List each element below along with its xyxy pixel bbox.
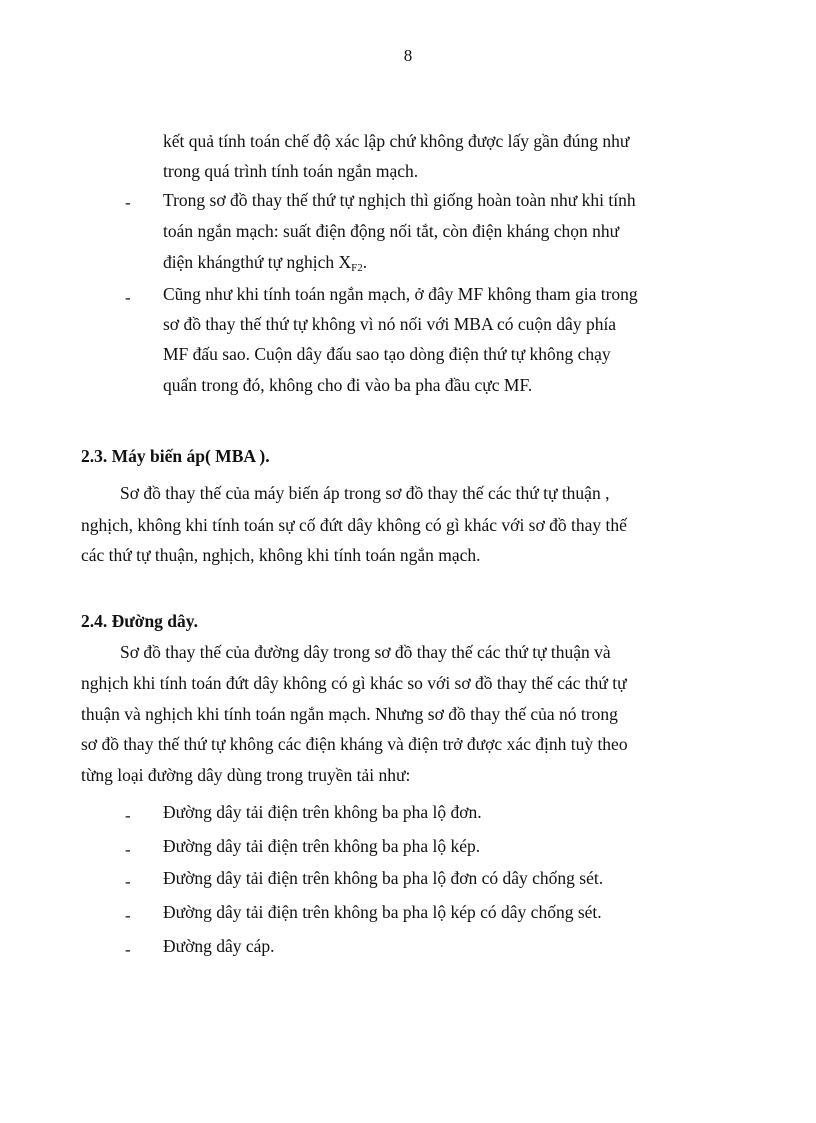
period: . — [362, 252, 368, 272]
paragraph-line: thuận và nghịch khi tính toán ngắn mạch. Nhưng sơ đồ thay thế của nó trong — [81, 704, 618, 724]
section-heading: 2.4. Đường dây. — [81, 611, 198, 631]
paragraph-line: các thứ tự thuận, nghịch, không khi tính toán ngắn mạch. — [81, 545, 481, 565]
paragraph-line: từng loại đường dây dùng trong truyền tải như: — [81, 765, 411, 785]
list-item: Đường dây cáp. — [163, 936, 275, 956]
bullet-line: toán ngắn mạch: suất điện động nối tắt, còn điện kháng chọn như — [163, 221, 620, 241]
bullet-dash: - — [125, 872, 131, 891]
bullet-line: sơ đồ thay thế thứ tự không vì nó nối với MBA có cuộn dây phía — [163, 314, 617, 334]
paragraph-line: Sơ đồ thay thế của máy biến áp trong sơ đồ thay thế các thứ tự thuận , — [120, 483, 610, 503]
section-heading: 2.3. Máy biến áp( MBA ). — [81, 446, 270, 466]
bullet-line: quẩn trong đó, không cho đi vào ba pha đầu cực MF. — [163, 375, 533, 395]
paragraph-line: trong quá trình tính toán ngắn mạch. — [163, 161, 419, 181]
bullet-dash: - — [125, 288, 131, 307]
paragraph-line: nghịch khi tính toán đứt dây không có gì khác so với sơ đồ thay thế các thứ tự — [81, 673, 627, 693]
bullet-text: điện khángthứ tự nghịch X — [163, 252, 352, 272]
bullet-line: Cũng như khi tính toán ngắn mạch, ở đây MF không tham gia trong — [163, 284, 638, 304]
bullet-line: Trong sơ đồ thay thế thứ tự nghịch thì giống hoàn toàn như khi tính — [163, 190, 636, 210]
list-item: Đường dây tải điện trên không ba pha lộ kép. — [163, 836, 481, 856]
bullet-line-with-subscript — [163, 251, 367, 279]
bullet-line: MF đấu sao. Cuộn dây đấu sao tạo dòng điện thứ tự không chạy — [163, 344, 611, 364]
bullet-dash: - — [125, 940, 131, 959]
bullet-dash: - — [125, 906, 131, 925]
list-item: Đường dây tải điện trên không ba pha lộ đơn. — [163, 802, 482, 822]
list-item: Đường dây tải điện trên không ba pha lộ đơn có dây chống sét. — [163, 868, 604, 888]
paragraph-line: sơ đồ thay thế thứ tự không các điện kháng và điện trở được xác định tuỳ theo — [81, 734, 628, 754]
bullet-dash: - — [125, 193, 131, 212]
paragraph-line: nghịch, không khi tính toán sự cố đứt dây không có gì khác với sơ đồ thay thế — [81, 515, 627, 535]
page-number: 8 — [403, 46, 413, 65]
paragraph-line: Sơ đồ thay thế của đường dây trong sơ đồ thay thế các thứ tự thuận và — [120, 642, 611, 662]
paragraph-line: kết quả tính toán chế độ xác lập chứ không được lấy gần đúng như — [163, 131, 630, 151]
subscript: F2 — [351, 262, 363, 274]
list-item: Đường dây tải điện trên không ba pha lộ kép có dây chống sét. — [163, 902, 602, 922]
bullet-dash: - — [125, 840, 131, 859]
bullet-dash: - — [125, 806, 131, 825]
